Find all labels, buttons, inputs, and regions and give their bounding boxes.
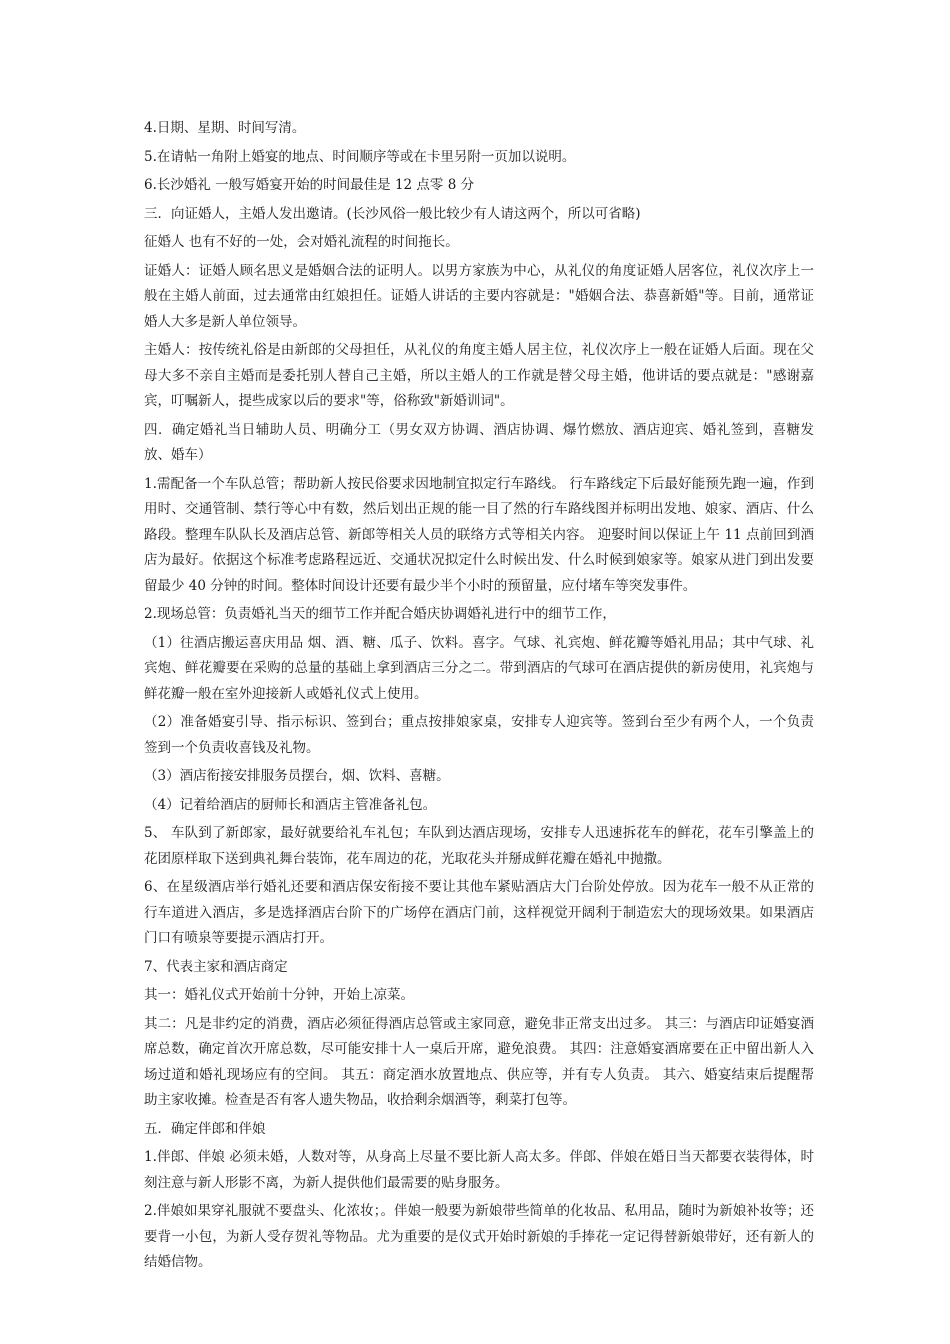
- section-heading-groomsmen: 五．确定伴郎和伴娘: [144, 1120, 266, 1137]
- paragraph-second-to-sixth: 其二：凡是非约定的消费，酒店必须征得酒店总管或主家同意，避免非正常支出过多。 其三：与酒店印证婚宴酒席总数，确定首次开席总数，尽可能安排十人一桌后开席，避免浪费。 其四：注意婚宴酒席要在正中留出新人入场过道和婚礼现场应有的空间。 其五：商定酒水放置地点、供应等，并有专人负责。 其六、婚宴结束后提醒帮助主家收摊。检查是否有客人遗失物品，收拾剩余烟酒等，剩菜打包等。: [144, 1015, 814, 1108]
- section-heading-witness-invite: 三．向证婚人，主婚人发出邀请。(长沙风俗一般比较少有人请这两个，所以可省略): [144, 205, 641, 222]
- paragraph-bridesmaid-2: 2.伴娘如果穿礼服就不要盘头、化浓妆；。伴娘一般要为新娘带些简单的化妆品、私用品，随时为新娘补妆等；还要背一小包，为新人受存贺礼等物品。尤为重要的是仪式开始时新娘的手捧花一定记得替新娘带好，还有新人的结婚信物。: [144, 1203, 814, 1270]
- paragraph-item-5: 5、 车队到了新郎家，最好就要给礼车礼包；车队到达酒店现场，安排专人迅速拆花车的鲜花，花车引擎盖上的花团原样取下送到典礼舞台装饰，花车周边的花，光取花头并掰成鲜花瓣在婚礼中抛撒。: [144, 825, 814, 867]
- paragraph-first: 其一：婚礼仪式开始前十分钟，开始上凉菜。: [144, 987, 414, 1003]
- list-item-2: （2）准备婚宴引导、指示标识、签到台；重点按排娘家桌，安排专人迎宾等。签到台至少有两个人，一个负责签到一个负责收喜钱及礼物。: [144, 714, 814, 756]
- document-body: [144, 116, 814, 1279]
- paragraph-fleet-manager: 1.需配备一个车队总管；帮助新人按民俗要求因地制宜拟定行车路线。 行车路线定下后最好能预先跑一遍，作到用时、交通管制、禁行等心中有数，然后划出正规的能一目了然的行车路线图并标明出发地、娘家、酒店、什么路段。整理车队队长及酒店总管、新郎等相关人员的联络方式等相关内容。 迎娶时间以保证上午 11 点前回到酒店为最好。依据这个标准考虑路程远近、交通状况拟定什么时候出发、什么时候到娘家等。娘家从进门到出发要留最少 40 分钟的时间。整体时间设计还要有最少半个小时的预留量，应付堵车等突发事件。: [144, 475, 814, 594]
- paragraph-witness: 证婚人：证婚人顾名思义是婚姻合法的证明人。以男方家族为中心，从礼仪的角度证婚人居客位，礼仪次序上一般在主婚人前面，过去通常由红娘担任。证婚人讲话的主要内容就是："婚姻合法、恭喜新婚"等。目前，通常证婚人大多是新人单位领导。: [144, 262, 814, 330]
- paragraph-site-manager: 2.现场总管：负责婚礼当天的细节工作并配合婚庆协调婚礼进行中的细节工作，: [144, 606, 616, 622]
- list-item-3: （3）酒店衔接安排服务员摆台，烟、饮料、喜糖。: [144, 768, 450, 784]
- paragraph-witness-drawback: 征婚人 也有不好的一处，会对婚礼流程的时间拖长。: [144, 234, 459, 250]
- section-heading-assistants: 四．确定婚礼当日辅助人员、明确分工（男女双方协调、酒店协调、爆竹燃放、酒店迎宾、婚礼签到，喜糖发放、婚车）: [144, 421, 814, 463]
- paragraph-item-6: 6、在星级酒店举行婚礼还要和酒店保安衔接不要让其他车紧贴酒店大门台阶处停放。因为花车一般不从正常的行车道进入酒店，多是选择酒店台阶下的广场停在酒店门前，这样视觉开阔利于制造宏大的现场效果。如果酒店门口有喷泉等要提示酒店打开。: [144, 879, 814, 946]
- list-item-1: （1）往酒店搬运喜庆用品 烟、酒、糖、瓜子、饮料。喜字。气球、礼宾炮、鲜花瓣等婚礼用品；其中气球、礼宾炮、鲜花瓣要在采购的总量的基础上拿到酒店三分之二。带到酒店的气球可在酒店提供的新房使用，礼宾炮与鲜花瓣一般在室外迎接新人或婚礼仪式上使用。: [144, 634, 814, 702]
- paragraph-invitation-corner: 5.在请帖一角附上婚宴的地点、时间顺序等或在卡里另附一页加以说明。: [144, 148, 576, 165]
- paragraph-host: 主婚人：按传统礼俗是由新郎的父母担任，从礼仪的角度主婚人居主位，礼仪次序上一般在证婚人后面。现在父母大多不亲自主婚而是委托别人替自己主婚，所以主婚人的工作就是替父母主婚，他讲话的要点就是："感谢嘉宾，叮嘱新人，提些成家以后的要求"等，俗称致"新婚训词"。: [144, 342, 814, 409]
- paragraph-item-7: 7、代表主家和酒店商定: [144, 958, 288, 975]
- paragraph-groomsmen-1: 1.伴郎、伴娘 必须未婚，人数对等，从身高上尽量不要比新人高太多。伴郎、伴娘在婚日当天都要衣装得体，时刻注意与新人形影不离，为新人提供他们最需要的贴身服务。: [144, 1149, 814, 1191]
- list-item-4: （4）记着给酒店的厨师长和酒店主管准备礼包。: [144, 796, 437, 813]
- paragraph-changsha-time: 6.长沙婚礼 一般写婚宴开始的时间最佳是 12 点零 8 分: [144, 177, 475, 193]
- paragraph-date-time: 4.日期、星期、时间写清。: [144, 120, 306, 136]
